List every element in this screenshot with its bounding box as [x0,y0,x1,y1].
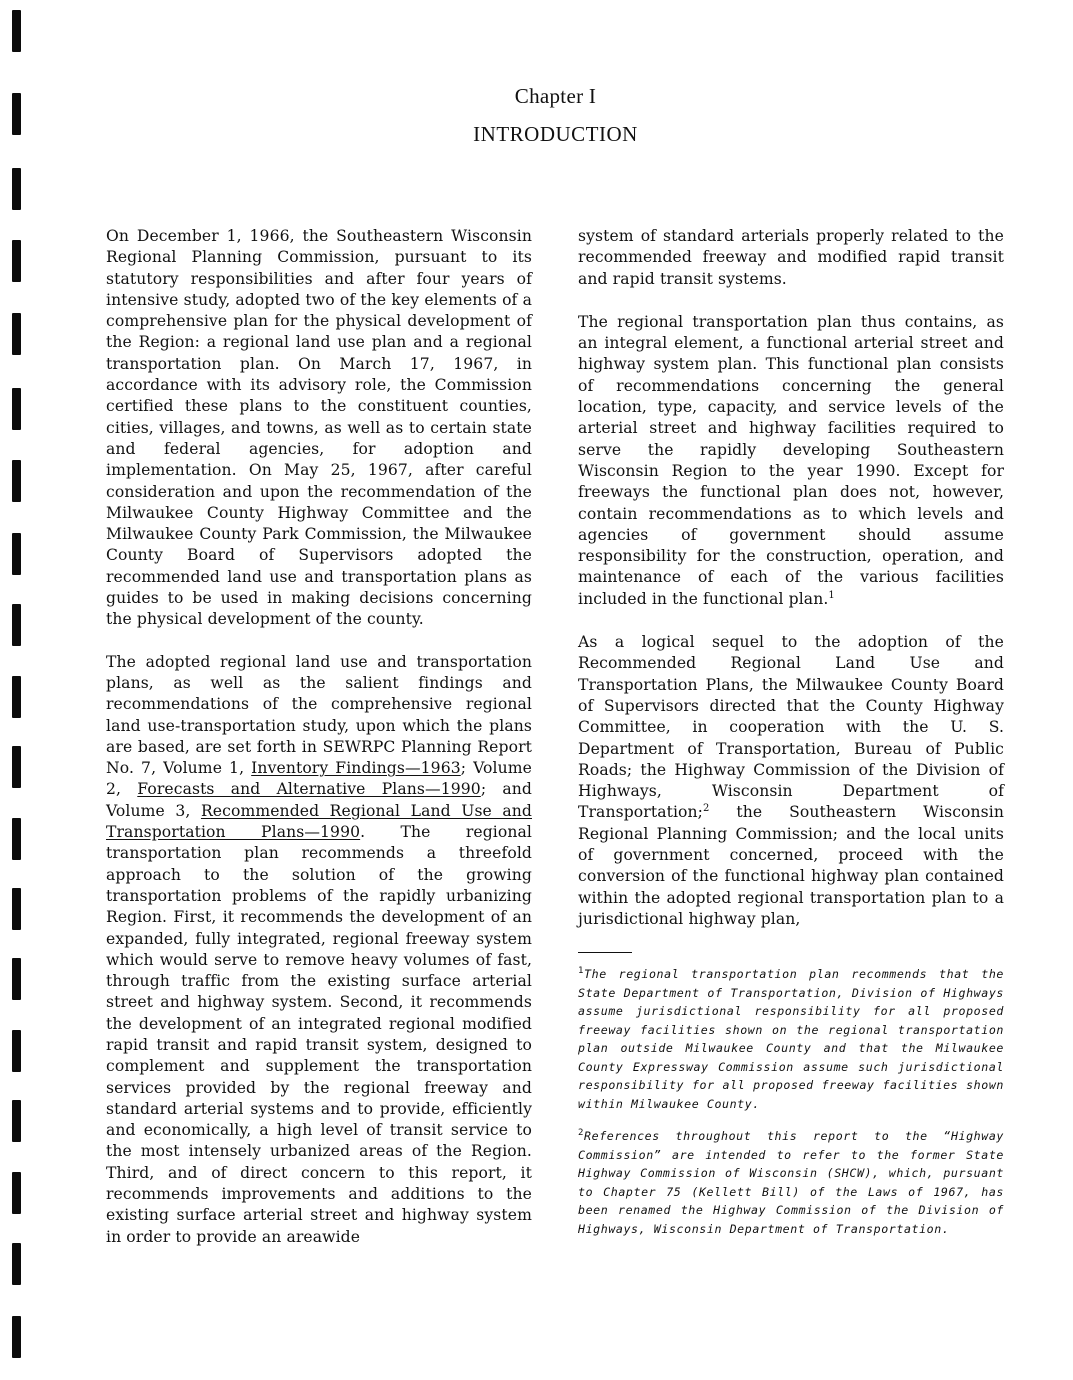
binding-hole [12,388,21,430]
footnote-text: The regional transportation plan recommends that the State Department of Transportation, Division of Highways assume jurisdictional responsibility for all proposed freeway facilities shown on the regional transportation plan outside Milwaukee County and that the Milwaukee County Expressway Commission assume such jurisdictional responsibility for all proposed freeway facilities shown within Milwaukee County. [578,967,1004,1111]
paragraph-text: The regional transportation plan thus contains, as an integral element, a functional arterial street and highway system plan. This functional plan consists of recommendations concerning the general location, type, capacity, and service levels of the arterial street and highway facilities required to serve the rapidly developing Southeastern Wisconsin Region to the year 1990. Except for freeways the functional plan does not, however, contain recommendations as to which levels and agencies of government should assume responsibility for the construction, operation, and maintenance of each of the various facilities included in the functional plan. [578,312,1004,608]
binding-hole [12,818,21,860]
binding-hole [12,1100,21,1142]
left-column [106,226,532,1269]
binding-hole [12,1172,21,1214]
binding-hole [12,746,21,788]
chapter-title: INTRODUCTION [473,122,638,146]
paragraph: system of standard arterials properly related to the recommended freeway and modified rapid transit and rapid transit systems. [578,227,1004,288]
paragraph-text: The adopted regional land use and transportation plans, as well as the salient findings and recommendations of the comprehensive regional land use-transportation study, upon which the plans are based, are set forth in SEWRPC Planning Report No. 7, Volume 1, [106,652,532,778]
report-title-volume-3: Recommended Regional Land Use and Transportation Plans—1990 [106,801,532,842]
report-title-volume-1: Inventory Findings—1963 [251,759,461,778]
binding-hole [12,1316,21,1358]
binding-hole [12,313,21,355]
binding-hole [12,460,21,502]
paragraph [578,312,1004,610]
binding-hole [12,1030,21,1072]
binding-hole [12,604,21,646]
paragraph [106,652,532,1248]
footnote [578,965,1004,1113]
binding-hole [12,676,21,718]
paragraph: On December 1, 1966, the Southeastern Wisconsin Regional Planning Commission, pursuant to its statutory responsibilities and after four years of intensive study, adopted two of the key elements of a comprehensive plan for the physical development of the Region: a regional land use plan and a regional transportation plan. On March 17, 1967, in accordance with its advisory role, the Commission certified these plans to the constituent counties, cities, villages, and towns, as well as to certain state and federal agencies, for adoption and implementation. On May 25, 1967, after careful consideration and upon the recommendation of the Milwaukee County Highway Committee and the Milwaukee County Park Commission, the Milwaukee County Board of Supervisors adopted the recommended land use and transportation plans as guides to be used in making decisions concerning the physical development of the county. [106,227,532,629]
binding-hole [12,10,21,52]
footnote-divider [578,952,632,953]
footnote-reference: 2 [703,803,710,815]
footnote [578,1127,1004,1238]
footnote-mark: 1 [578,966,585,977]
chapter-label: Chapter I [514,84,597,108]
paragraph-text: ; Volume 2, [106,759,532,799]
binding-hole [12,533,21,575]
paragraph-text: ; and Volume 3, [106,780,532,820]
report-title-volume-2: Forecasts and Alternative Plans—1990 [137,780,481,799]
binding-hole [12,1243,21,1285]
paragraph-text: . The regional transportation plan recommends a threefold approach to the solution of the growing transportation problems of the rapidly urbanizing Region. First, it recommends the development of an expanded, fully integrated, regional freeway system which would serve to remove heavy volumes of fast, through traffic from the existing surface arterial street and highway system. Second, it recommends the development of an integrated regional modified rapid transit and rapid transit system, designed to complement and supplement the transportation services provided by the regional freeway and standard arterial systems and to provide, efficiently and economically, a high level of transit service to the most intensely urbanized areas of the Region. Third, and of direct concern to this report, it recommends improvements and additions to the existing surface arterial street and highway system in order to provide an areawide [106,823,533,1246]
binding-hole [12,240,21,282]
footnote-reference: 1 [828,589,835,601]
binding-hole [12,888,21,930]
binding-hole [12,168,21,210]
paragraph-text: As a logical sequel to the adoption of the Recommended Regional Land Use and Transportation Plans, the Milwaukee County Board of Supervisors directed that the County Highway Committee, in cooperation with the U. S. Department of Transportation, Bureau of Public Roads; the Highway Commission of the Division of Highways, Wisconsin Department of Transportation; [578,633,1004,822]
footnote-mark: 2 [578,1128,585,1139]
footnote-text: References throughout this report to the “Highway Commission” are intended to refer to the former State Highway Commission of Wisconsin (SHCW), which, pursuant to Chapter 75 (Kellett Bill) of the Laws of 1967, has been renamed the Highway Commission of the Division of Highways, Wisconsin Department of Transportation. [578,1129,1004,1236]
right-column [578,226,1004,1252]
paragraph [578,632,1004,930]
paragraph-text: the Southeastern Wisconsin Regional Planning Commission; and the local units of government concerned, proceed with the conversion of the functional highway plan contained within the adopted regional transportation plan to a jurisdictional highway plan, [578,803,1004,928]
binding-hole [12,958,21,1000]
